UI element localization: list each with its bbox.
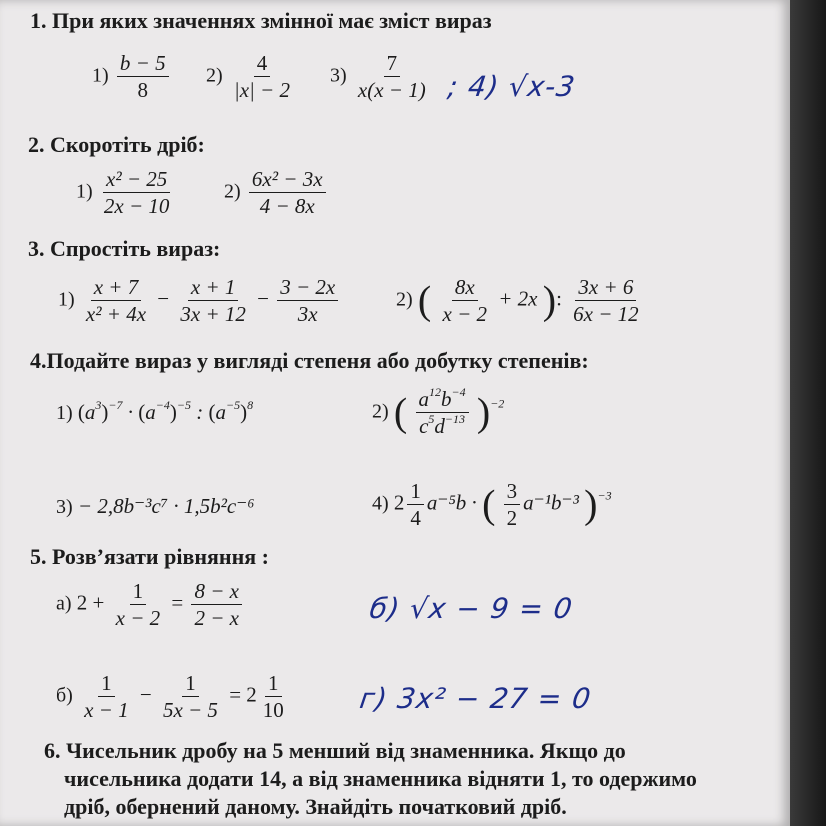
q3-item-1: 1) $\frac{x + 7}{\text{x² + 4x}}$ − $\frac{x + 1}{3x + 12}$ − $\frac{3 - 2x}{3x}$ — [58, 276, 341, 325]
background-edge — [790, 0, 826, 826]
q4-item-1: 1) $(a^3)^{-7} \cdot (a^{-4})^{-5}$ : $(a^{-5})^8$ — [56, 398, 254, 424]
q4-item-2: 2) ( $\frac{a^{12}b^{-4}}{c^5d^{-13}}$ )$^{-2}$ — [372, 385, 505, 439]
q2-title: 2. Скоротіть дріб: — [28, 132, 205, 157]
q5-item-b: б) $\frac{1}{x - 1}$ − $\frac{1}{5x - 5}$ = 2 $\frac{1}{10}$ — [56, 671, 284, 723]
q3-item-2: 2) ( $\frac{8x}{x - 2}$ + 2x ): $\frac{3x + 6}{6x - 12}$ — [396, 275, 639, 327]
q5-handwritten-b: б) √x − 9 = 0 — [367, 592, 575, 625]
q4-item-3: 3) − 2,8b⁻³c⁷ · 1,5b²c⁻⁶ — [56, 494, 255, 518]
q6-line-2: чисельника додати 14, а від знаменника відняти 1, то одержимо — [64, 766, 697, 791]
q4-title: 4.Подайте вираз у вигляді степеня або добутку степенів: — [30, 348, 589, 373]
q2-item-2: 2) $\frac{\text{6x² − 3x}}{4 - 8x}$ — [224, 168, 329, 217]
q6-line-1: 6. Чисельник дробу на 5 менший від знаменника. Якщо до — [44, 738, 626, 763]
q1-handwritten-item-4: ; 4) √x-3 — [445, 70, 578, 103]
q3-title: 3. Спростіть вираз: — [28, 236, 221, 261]
q4-item-4: 4) 2 $\frac{1}{4}$ a⁻⁵b · ( $\frac{3}{2}$ a⁻¹b⁻³ )$^{-3}$ — [372, 479, 612, 531]
q2-item-1: 1) $\frac{\text{x² − 25}}{2x - 10}$ — [76, 167, 170, 219]
q1-item-3: 3) $\frac{7}{x(x - 1)}$ — [330, 51, 426, 103]
q5-handwritten-g: г) 3x² − 27 = 0 — [357, 682, 594, 715]
q1-title: 1. При яких значеннях змінної має зміст вираз — [30, 8, 492, 33]
q1-item-2: 2) $\frac{4}{|x| - 2}$ — [206, 51, 290, 103]
q5-item-a: а) 2 + $\frac{1}{x - 2}$ = $\frac{8 - x}{2 - x}$ — [56, 580, 245, 629]
q6-line-3: дріб, обернений даному. Знайдіть початковий дріб. — [64, 794, 567, 819]
q1-item-1: 1) $\frac{b - 5}{8}$ — [92, 52, 172, 101]
q5-title: 5. Розв’язати рівняння : — [30, 544, 269, 569]
